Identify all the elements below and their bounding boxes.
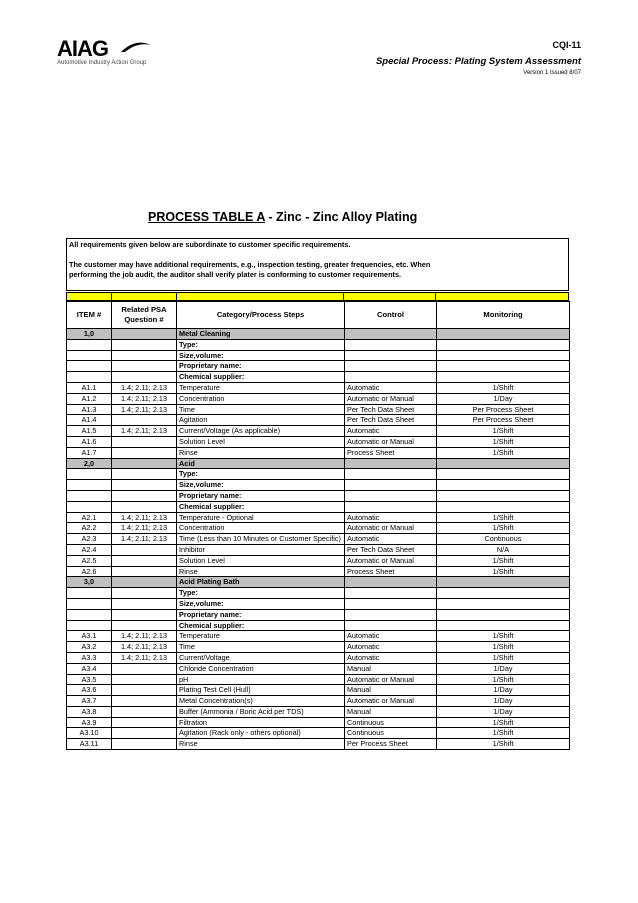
cell-control: Manual — [345, 685, 437, 696]
cell-monitoring — [437, 458, 570, 469]
cell-item: A2.1 — [67, 512, 112, 523]
cell-control — [345, 361, 437, 372]
cell-monitoring: 1/Day — [437, 663, 570, 674]
table-row — [67, 674, 570, 685]
process-table — [66, 301, 570, 750]
cell-step: Chemical supplier: — [177, 372, 345, 383]
table-row — [67, 469, 570, 480]
cell-psa — [112, 361, 177, 372]
aiag-logo — [57, 38, 177, 78]
table-row — [67, 685, 570, 696]
cell-monitoring — [437, 339, 570, 350]
table-row — [67, 652, 570, 663]
cell-psa: 1.4; 2.11; 2.13 — [112, 393, 177, 404]
cell-monitoring: 1/Shift — [437, 717, 570, 728]
cell-item — [67, 469, 112, 480]
cell-item — [67, 490, 112, 501]
cell-monitoring — [437, 329, 570, 340]
table-row — [67, 523, 570, 534]
table-row — [67, 728, 570, 739]
cell-monitoring — [437, 620, 570, 631]
col-header-steps: Category/Process Steps — [177, 302, 345, 329]
cell-monitoring — [437, 480, 570, 491]
cell-control — [345, 620, 437, 631]
cell-item: A3.1 — [67, 631, 112, 642]
table-row — [67, 512, 570, 523]
table-body — [67, 329, 570, 750]
note-line-2: The customer may have additional requirements, e.g., inspection testing, greater frequencies, etc. When — [69, 260, 431, 269]
cell-item: A3.7 — [67, 696, 112, 707]
cell-item — [67, 609, 112, 620]
section-row — [67, 458, 570, 469]
cell-step: Solution Level — [177, 436, 345, 447]
cell-item — [67, 372, 112, 383]
table-row — [67, 490, 570, 501]
table-row — [67, 620, 570, 631]
cell-step: Chemical supplier: — [177, 620, 345, 631]
cell-monitoring — [437, 588, 570, 599]
cell-control: Manual — [345, 663, 437, 674]
cell-monitoring: Per Process Sheet — [437, 404, 570, 415]
cell-monitoring: 1/Day — [437, 685, 570, 696]
cell-psa — [112, 501, 177, 512]
cell-psa: 1.4; 2.11; 2.13 — [112, 382, 177, 393]
cell-step: Agitation — [177, 415, 345, 426]
cell-psa — [112, 339, 177, 350]
cell-psa — [112, 458, 177, 469]
cell-monitoring: 1/Day — [437, 393, 570, 404]
cell-monitoring — [437, 609, 570, 620]
table-row — [67, 339, 570, 350]
cell-item — [67, 588, 112, 599]
cell-psa: 1.4; 2.11; 2.13 — [112, 642, 177, 653]
cell-step: Chloride Concentration — [177, 663, 345, 674]
table-row — [67, 361, 570, 372]
table-row — [67, 393, 570, 404]
section-row — [67, 577, 570, 588]
cell-step: Acid — [177, 458, 345, 469]
table-row — [67, 696, 570, 707]
cell-monitoring — [437, 350, 570, 361]
cell-step: Proprietary name: — [177, 361, 345, 372]
swoosh-icon — [121, 40, 151, 54]
cell-monitoring: 1/Shift — [437, 523, 570, 534]
table-row — [67, 480, 570, 491]
table-row — [67, 555, 570, 566]
cell-control: Manual — [345, 706, 437, 717]
cell-psa — [112, 706, 177, 717]
cell-control: Continuous — [345, 728, 437, 739]
cell-item: A3.3 — [67, 652, 112, 663]
cell-psa — [112, 436, 177, 447]
cell-control: Process Sheet — [345, 566, 437, 577]
cell-monitoring: 1/Shift — [437, 739, 570, 750]
cell-step: Metal Cleaning — [177, 329, 345, 340]
cell-psa — [112, 577, 177, 588]
cell-step: Time — [177, 404, 345, 415]
cell-step: Rinse — [177, 739, 345, 750]
table-row — [67, 631, 570, 642]
cell-item: 3,0 — [67, 577, 112, 588]
cell-step: Rinse — [177, 566, 345, 577]
table-row — [67, 544, 570, 555]
cell-control: Automatic or Manual — [345, 696, 437, 707]
cell-step: Acid Plating Bath — [177, 577, 345, 588]
cell-item — [67, 361, 112, 372]
cell-control: Per Tech Data Sheet — [345, 544, 437, 555]
cell-psa — [112, 609, 177, 620]
cell-psa — [112, 674, 177, 685]
requirements-notes — [66, 238, 569, 291]
table-row — [67, 609, 570, 620]
cell-control — [345, 501, 437, 512]
cell-monitoring — [437, 490, 570, 501]
page-title-label: PROCESS TABLE A — [148, 210, 265, 224]
cell-monitoring — [437, 501, 570, 512]
cell-item: A1.2 — [67, 393, 112, 404]
cell-control: Automatic or Manual — [345, 523, 437, 534]
cell-monitoring: 1/Shift — [437, 555, 570, 566]
cell-monitoring: 1/Day — [437, 706, 570, 717]
cell-control: Automatic — [345, 426, 437, 437]
logo-subtitle: Automotive Industry Action Group — [57, 60, 147, 66]
cell-item: A2.5 — [67, 555, 112, 566]
cell-monitoring — [437, 469, 570, 480]
table-row — [67, 382, 570, 393]
cell-item: A1.4 — [67, 415, 112, 426]
cell-control — [345, 490, 437, 501]
cell-control: Automatic — [345, 534, 437, 545]
cell-item: A2.6 — [67, 566, 112, 577]
cell-item: A3.9 — [67, 717, 112, 728]
cell-psa — [112, 372, 177, 383]
cell-item — [67, 620, 112, 631]
table-row — [67, 436, 570, 447]
table-row — [67, 350, 570, 361]
col-header-psa: Related PSA Question # — [112, 302, 177, 329]
cell-control: Per Tech Data Sheet — [345, 404, 437, 415]
cell-monitoring: 1/Shift — [437, 728, 570, 739]
cell-step: Current/Voltage — [177, 652, 345, 663]
cell-monitoring — [437, 598, 570, 609]
cell-monitoring: 1/Shift — [437, 426, 570, 437]
cell-psa: 1.4; 2.11; 2.13 — [112, 512, 177, 523]
cell-monitoring — [437, 361, 570, 372]
cell-control — [345, 372, 437, 383]
cell-control: Automatic or Manual — [345, 555, 437, 566]
cell-psa — [112, 588, 177, 599]
cell-psa — [112, 415, 177, 426]
cell-step: Type: — [177, 469, 345, 480]
table-header-row — [67, 302, 570, 329]
note-line-3: performing the job audit, the auditor shall verify plater is conforming to customer requirements. — [69, 270, 402, 279]
cell-step: Buffer (Ammonia / Boric Acid per TDS) — [177, 706, 345, 717]
table-row — [67, 447, 570, 458]
table-row — [67, 426, 570, 437]
cell-step: Plating Test Cell (Hull) — [177, 685, 345, 696]
cell-psa — [112, 685, 177, 696]
table-row — [67, 598, 570, 609]
cell-step: Size,volume: — [177, 480, 345, 491]
cell-control: Per Process Sheet — [345, 739, 437, 750]
cell-control: Automatic — [345, 642, 437, 653]
cell-item: A2.2 — [67, 523, 112, 534]
cell-psa: 1.4; 2.11; 2.13 — [112, 523, 177, 534]
cell-psa — [112, 663, 177, 674]
cell-monitoring: 1/Shift — [437, 512, 570, 523]
section-row — [67, 329, 570, 340]
cell-control: Automatic — [345, 512, 437, 523]
cell-step: Filtration — [177, 717, 345, 728]
cell-step: Temperature — [177, 382, 345, 393]
cell-step: Proprietary name: — [177, 490, 345, 501]
document-code: CQI-11 — [552, 40, 581, 50]
cell-psa: 1.4; 2.11; 2.13 — [112, 631, 177, 642]
cell-psa — [112, 447, 177, 458]
cell-monitoring: N/A — [437, 544, 570, 555]
cell-item: A1.1 — [67, 382, 112, 393]
cell-step: Type: — [177, 588, 345, 599]
cell-psa — [112, 696, 177, 707]
cell-item: 1,0 — [67, 329, 112, 340]
cell-control — [345, 480, 437, 491]
col-header-monitoring: Monitoring — [437, 302, 570, 329]
table-row — [67, 415, 570, 426]
cell-control — [345, 609, 437, 620]
cell-psa: 1.4; 2.11; 2.13 — [112, 426, 177, 437]
cell-item: A3.4 — [67, 663, 112, 674]
yellow-separator-bar — [66, 292, 569, 301]
table-row — [67, 739, 570, 750]
cell-monitoring: Per Process Sheet — [437, 415, 570, 426]
cell-psa — [112, 469, 177, 480]
cell-control: Automatic or Manual — [345, 436, 437, 447]
cell-step: Concentration — [177, 523, 345, 534]
cell-step: Solution Level — [177, 555, 345, 566]
cell-step: Concentration — [177, 393, 345, 404]
cell-item: A3.10 — [67, 728, 112, 739]
cell-item — [67, 501, 112, 512]
cell-item: A3.6 — [67, 685, 112, 696]
document-header — [376, 40, 581, 76]
cell-step: Size,volume: — [177, 598, 345, 609]
table-row — [67, 588, 570, 599]
cell-control — [345, 329, 437, 340]
cell-step: Agitation (Rack only - others optional) — [177, 728, 345, 739]
cell-control: Automatic — [345, 652, 437, 663]
cell-item — [67, 339, 112, 350]
cell-step: Time (Less than 10 Minutes or Customer Specific) — [177, 534, 345, 545]
cell-monitoring: 1/Shift — [437, 631, 570, 642]
document-version: Version 1 Issued 8/07 — [523, 70, 581, 76]
cell-control — [345, 577, 437, 588]
cell-monitoring: 1/Day — [437, 696, 570, 707]
cell-control: Per Tech Data Sheet — [345, 415, 437, 426]
table-row — [67, 663, 570, 674]
table-row — [67, 717, 570, 728]
cell-control: Continuous — [345, 717, 437, 728]
cell-control — [345, 339, 437, 350]
cell-item: A3.2 — [67, 642, 112, 653]
cell-monitoring: 1/Shift — [437, 642, 570, 653]
cell-step: Temperature — [177, 631, 345, 642]
cell-monitoring: 1/Shift — [437, 382, 570, 393]
note-line-1: All requirements given below are subordinate to customer specific requirements. — [69, 240, 351, 249]
cell-item — [67, 480, 112, 491]
cell-step: Current/Voltage (As applicable) — [177, 426, 345, 437]
cell-item: A1.7 — [67, 447, 112, 458]
cell-psa: 1.4; 2.11; 2.13 — [112, 652, 177, 663]
cell-psa — [112, 480, 177, 491]
table-row — [67, 534, 570, 545]
cell-control — [345, 458, 437, 469]
cell-item: 2,0 — [67, 458, 112, 469]
cell-control — [345, 588, 437, 599]
cell-control: Automatic or Manual — [345, 393, 437, 404]
cell-item — [67, 350, 112, 361]
col-header-control: Control — [345, 302, 437, 329]
cell-psa — [112, 566, 177, 577]
table-row — [67, 372, 570, 383]
cell-psa — [112, 728, 177, 739]
cell-item: A1.5 — [67, 426, 112, 437]
page-title — [148, 210, 417, 224]
table-row — [67, 706, 570, 717]
table-row — [67, 404, 570, 415]
cell-item: A1.3 — [67, 404, 112, 415]
cell-step: Rinse — [177, 447, 345, 458]
cell-item: A3.5 — [67, 674, 112, 685]
cell-psa — [112, 739, 177, 750]
cell-step: Type: — [177, 339, 345, 350]
cell-step: pH — [177, 674, 345, 685]
cell-psa — [112, 717, 177, 728]
cell-monitoring: 1/Shift — [437, 436, 570, 447]
cell-item: A1.6 — [67, 436, 112, 447]
cell-step: Time — [177, 642, 345, 653]
cell-psa: 1.4; 2.11; 2.13 — [112, 404, 177, 415]
table-row — [67, 501, 570, 512]
document-title: Special Process: Plating System Assessment — [375, 56, 581, 67]
cell-monitoring: Continuous — [437, 534, 570, 545]
cell-psa — [112, 555, 177, 566]
cell-control: Process Sheet — [345, 447, 437, 458]
page-title-rest: - Zinc - Zinc Alloy Plating — [264, 210, 418, 224]
cell-psa — [112, 620, 177, 631]
cell-psa — [112, 490, 177, 501]
cell-item: A2.3 — [67, 534, 112, 545]
cell-psa — [112, 598, 177, 609]
cell-step: Chemical supplier: — [177, 501, 345, 512]
cell-psa — [112, 350, 177, 361]
cell-step: Inhibitor — [177, 544, 345, 555]
logo-text: AIAG — [57, 36, 108, 61]
cell-monitoring: 1/Shift — [437, 566, 570, 577]
cell-psa — [112, 329, 177, 340]
cell-monitoring: 1/Shift — [437, 447, 570, 458]
cell-monitoring — [437, 577, 570, 588]
cell-item: A3.11 — [67, 739, 112, 750]
cell-control — [345, 469, 437, 480]
cell-item — [67, 598, 112, 609]
cell-control: Automatic or Manual — [345, 674, 437, 685]
table-row — [67, 642, 570, 653]
cell-control: Automatic — [345, 631, 437, 642]
cell-step: Size,volume: — [177, 350, 345, 361]
cell-psa — [112, 544, 177, 555]
cell-control: Automatic — [345, 382, 437, 393]
cell-step: Proprietary name: — [177, 609, 345, 620]
cell-item: A2.4 — [67, 544, 112, 555]
cell-control — [345, 598, 437, 609]
col-header-item: ITEM # — [67, 302, 112, 329]
cell-monitoring: 1/Shift — [437, 674, 570, 685]
table-row — [67, 566, 570, 577]
cell-psa: 1.4; 2.11; 2.13 — [112, 534, 177, 545]
cell-step: Metal Concentration(s) — [177, 696, 345, 707]
cell-control — [345, 350, 437, 361]
cell-item: A3.8 — [67, 706, 112, 717]
cell-step: Temperature - Optional — [177, 512, 345, 523]
cell-monitoring — [437, 372, 570, 383]
cell-monitoring: 1/Shift — [437, 652, 570, 663]
